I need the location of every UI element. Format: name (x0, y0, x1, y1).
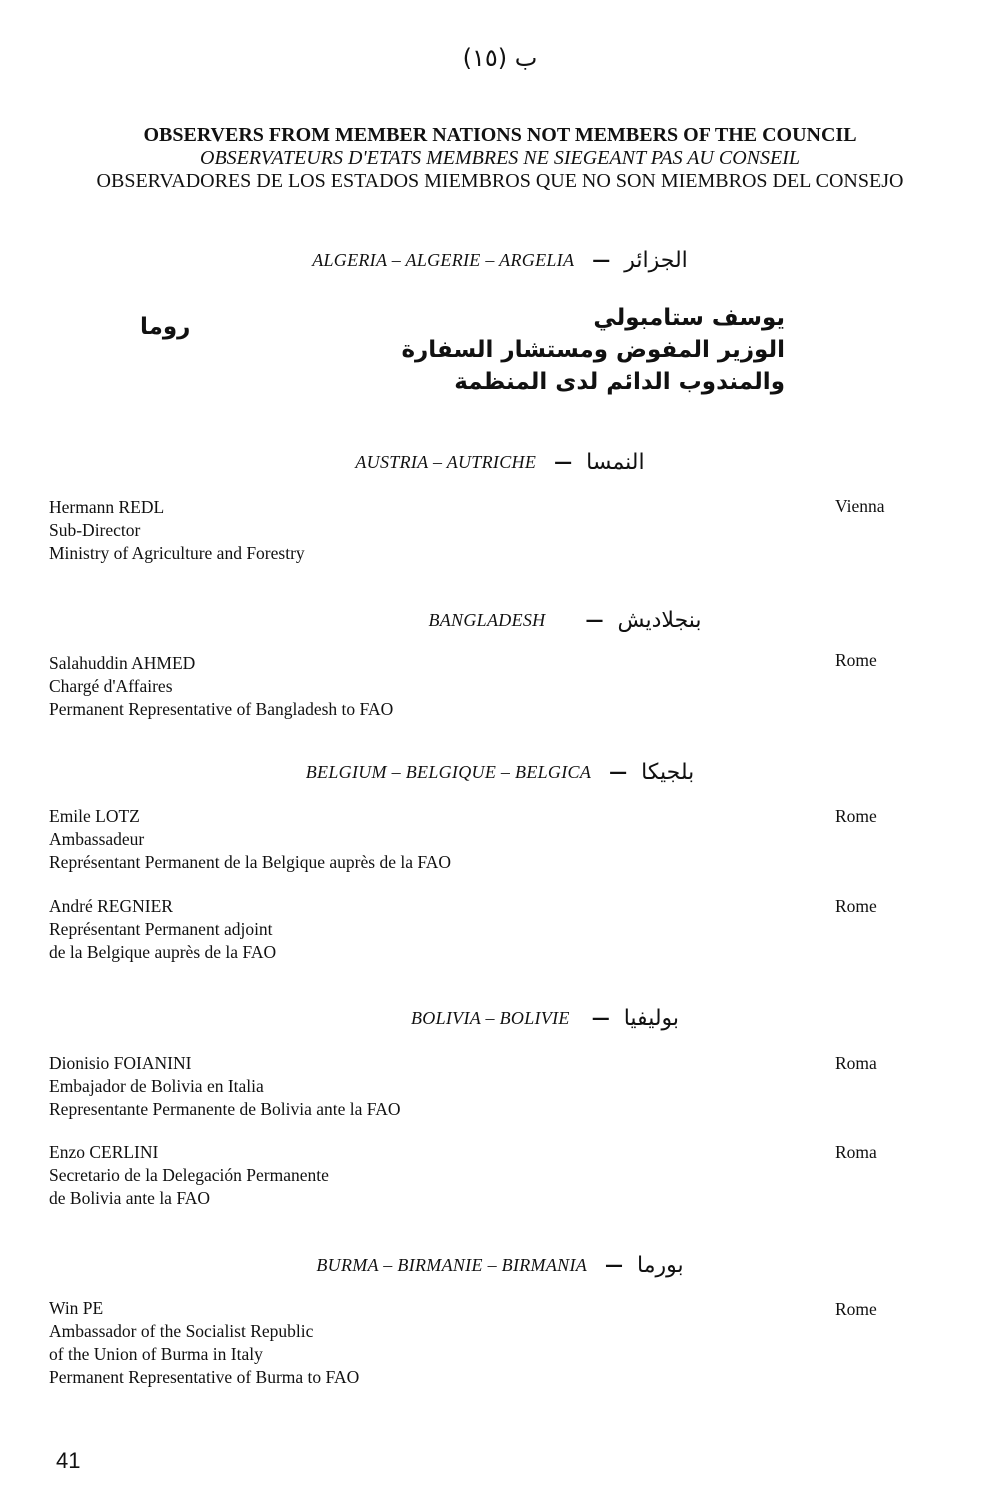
dash: — (591, 1008, 610, 1029)
dash: — (554, 452, 573, 473)
delegate-entry (49, 1297, 949, 1389)
delegate-title: Embajador de Bolivia en Italia (49, 1076, 264, 1096)
country-belgium (0, 760, 1000, 785)
country-names: BELGIUM – BELGIQUE – BELGICA (305, 762, 592, 782)
delegate-title: de la Belgique auprès de la FAO (49, 942, 277, 962)
delegate-name: Dionisio FOIANINI (49, 1053, 192, 1073)
heading-french: OBSERVATEURS D'ETATS MEMBRES NE SIEGEANT PAS AU CONSEIL (200, 147, 800, 169)
delegate-entry (49, 1141, 949, 1210)
delegate-city: Rome (835, 896, 877, 916)
delegate-name: Salahuddin AHMED (49, 653, 196, 673)
country-arabic-name: الجزائر (624, 248, 688, 273)
delegate-title: Chargé d'Affaires (49, 676, 173, 696)
delegate-city: Roma (835, 1142, 877, 1162)
delegate-name: Emile LOTZ (49, 806, 140, 826)
country-bangladesh (0, 608, 1000, 633)
delegate-title: Representante Permanente de Bolivia ante la FAO (49, 1099, 401, 1119)
country-arabic-name: بنجلاديش (617, 608, 702, 633)
delegate-name: Win PE (49, 1298, 104, 1318)
delegate-city: Vienna (835, 496, 885, 516)
delegate-title: Permanent Representative of Bangladesh to FAO (49, 699, 394, 719)
country-arabic-name: بوليفيا (623, 1006, 680, 1031)
heading-english: OBSERVERS FROM MEMBER NATIONS NOT MEMBERS OF THE COUNCIL (143, 124, 857, 146)
dash: — (592, 250, 611, 271)
delegate-entry (49, 1052, 949, 1121)
delegate-city: Rome (835, 1299, 877, 1319)
delegate-title: Ambassadeur (49, 829, 145, 849)
delegate-title: Ministry of Agriculture and Forestry (49, 543, 305, 563)
country-names: ALGERIA – ALGERIE – ARGELIA (312, 250, 575, 270)
delegate-title: Représentant Permanent adjoint (49, 919, 273, 939)
dash: — (605, 1255, 624, 1276)
country-bolivia (0, 1006, 1000, 1031)
dash: — (585, 610, 604, 631)
arabic-delegate-line: والمندوب الدائم لدى المنظمة (454, 369, 785, 395)
delegate-title: Ambassador of the Socialist Republic (49, 1321, 314, 1341)
delegate-title: de Bolivia ante la FAO (49, 1188, 211, 1208)
delegate-name: Hermann REDL (49, 497, 165, 517)
delegate-title: Permanent Representative of Burma to FAO (49, 1367, 360, 1387)
delegate-title: of the Union of Burma in Italy (49, 1344, 263, 1364)
delegate-city: Roma (835, 1053, 877, 1073)
country-names: BURMA – BIRMANIE – BIRMANIA (316, 1255, 588, 1275)
delegate-entry (49, 895, 949, 964)
delegate-city: Rome (835, 806, 877, 826)
page-mark: ب (١٥) (462, 44, 538, 72)
arabic-city: روما (140, 314, 191, 340)
country-burma (0, 1253, 1000, 1278)
arabic-delegate-block (330, 302, 785, 398)
delegate-city: Rome (835, 650, 877, 670)
heading-spanish: OBSERVADORES DE LOS ESTADOS MIEMBROS QUE NO SON MIEMBROS DEL CONSEJO (96, 170, 904, 192)
delegate-title: Secretario de la Delegación Permanente (49, 1165, 329, 1185)
heading (0, 124, 1000, 193)
delegate-title: Sub-Director (49, 520, 141, 540)
country-algeria (0, 248, 1000, 273)
country-arabic-name: بورما (637, 1253, 684, 1278)
country-names: AUSTRIA – AUTRICHE (355, 452, 537, 472)
country-names: BANGLADESH (428, 610, 546, 630)
arabic-delegate-line: يوسف ستامبولي (593, 305, 785, 331)
country-arabic-name: النمسا (586, 450, 645, 475)
delegate-entry (49, 496, 949, 565)
country-arabic-name: بلجيكا (641, 760, 695, 785)
country-austria (0, 450, 1000, 475)
page-number: 41 (56, 1448, 81, 1473)
country-names: BOLIVIA – BOLIVIE (410, 1008, 570, 1028)
delegate-name: Enzo CERLINI (49, 1142, 159, 1162)
delegate-title: Représentant Permanent de la Belgique auprès de la FAO (49, 852, 452, 872)
dash: — (609, 762, 628, 783)
delegate-name: André REGNIER (49, 896, 173, 916)
delegate-entry (49, 805, 949, 874)
arabic-delegate-line: الوزير المفوض ومستشار السفارة (401, 337, 785, 363)
delegate-entry (49, 652, 949, 721)
